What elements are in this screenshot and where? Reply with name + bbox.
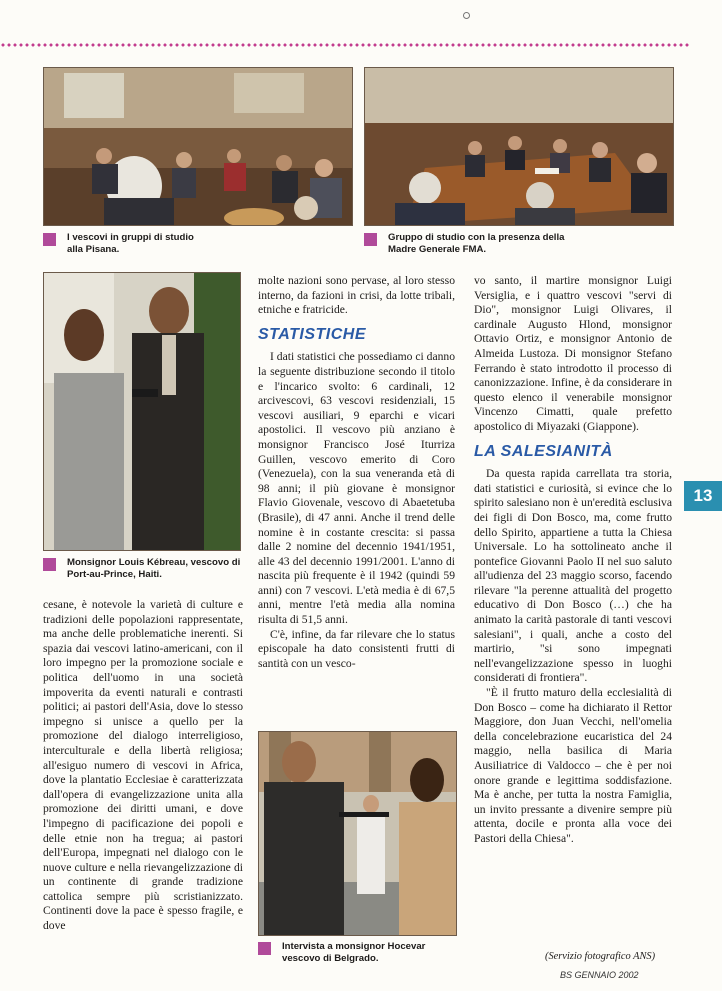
caption-marker xyxy=(364,233,377,246)
footer-issue: BS GENNAIO 2002 xyxy=(560,970,639,980)
section-heading: LA SALESIANITÀ xyxy=(474,442,613,460)
photo-study-group-pisana xyxy=(43,67,353,226)
caption-photo1 xyxy=(43,232,351,255)
caption-text: Intervista a monsignor Hocevar vescovo di Belgrado. xyxy=(282,941,426,964)
photo-credit xyxy=(545,951,655,962)
caption-photo2 xyxy=(364,232,672,255)
column-left xyxy=(43,598,243,934)
caption-text: Monsignor Louis Kébreau, vescovo di Port-au-Prince, Haiti. xyxy=(67,557,241,580)
dotted-rule xyxy=(0,43,690,47)
corner-mark xyxy=(463,12,470,19)
caption-photo4 xyxy=(258,941,458,964)
caption-text: I vescovi in gruppi di studio alla Pisana. xyxy=(67,232,194,255)
photo-study-group-fma xyxy=(364,67,674,226)
paragraph: Da questa rapida carrellata tra storia, dati statistici e curiosità, si evince che lo spirito salesiano non è un'eredità esclusiva dei figli di Don Bosco, ma, come frutto dello Spirito, appartiene a tutta la Chiesa Universale. Lo ha sottolineato anche il pontefice Giovanni Paolo II nel suo saluto all'udienza del 23 maggio scorso, facendo rilevare "la perenne attualità del progetto educativo di Don Bosco (…) che ha animato la carità pastorale di tanti vescovi salesiani", i quali, anche a costo del martirio, "si sono impegnati nell'evangelizzazione spesso in luoghi considerati di frontiera". xyxy=(474,467,672,685)
paragraph: vo santo, il martire monsignor Luigi Versiglia, e i quattro vescovi "servi di Dio", monsignor Luigi Olivares, il cardinale Augusto Hlond, monsignor Ottavio Ortiz, e monsignor Antonio de Almeida Lustoza. Di monsignor Stefano Ferrando è stato introdotto il processo di canonizzazione. Infine, è da considerare in questo elenco il venerabile monsignor Vincenzo Cimatti, quale prefetto apostolico di Miyazaki (Giappone). xyxy=(474,274,672,433)
photo-mons-hocevar xyxy=(258,731,457,936)
column-right xyxy=(474,274,672,847)
caption-photo3 xyxy=(43,557,243,580)
paragraph: molte nazioni sono pervase, al loro stesso interno, da fazioni in crisi, da lotte tribali, etniche e fratricide. xyxy=(258,274,455,317)
credit-text: (Servizio fotografico ANS) xyxy=(545,951,656,962)
paragraph: C'è, infine, da far rilevare che lo status episcopale ha dato consistenti frutti di santità con un vesco- xyxy=(258,627,455,670)
section-heading: STATISTICHE xyxy=(258,325,367,343)
column-middle xyxy=(258,274,455,671)
caption-marker xyxy=(43,233,56,246)
caption-marker xyxy=(258,942,271,955)
caption-text: Gruppo di studio con la presenza della Madre Generale FMA. xyxy=(388,232,565,255)
caption-marker xyxy=(43,558,56,571)
photo-mons-kebreau xyxy=(43,272,241,551)
paragraph: cesane, è notevole la varietà di culture e tradizioni delle popolazioni rappresentate, ma anche delle problematiche inerenti. Si spazia dai vescovi latino-americani, con il loro impegno per la promozione sociale e politica dell'uomo in una società impoverita da eventi naturali e contrasti politici; ai pastori dell'Asia, dove lo stesso impegno si unisce a quello per la promozione del dialogo interreligioso, interculturale e della libertà religiosa; all'esiguo numero di vescovi in Africa, dove la plantatio Ecclesiae è caratterizzata dall'opera di evangelizzazione unita alla promozione dei diritti umani, e dove l'impegno di pacificazione dei popoli e delle etnie non ha tregua; ai pastori dell'Europa, impegnati nel dialogo con le nuove culture e nella rievangelizzazione di un continente di grande tradizione cattolica sempre più scristianizzato. Continenti dove la pace è spesso fragile, e dove xyxy=(43,598,243,933)
paragraph: "È il frutto maturo della ecclesialità di Don Bosco – come ha dichiarato il Rettor Maggiore, don Juan Vecchi, nell'omelia della concelebrazione eucaristica del 24 maggio, nella basilica di Maria Ausiliatrice di Valdocco – che è per noi onore grande e legittima soddisfazione. Ma è anche, per tutta la nostra Famiglia, un invito pressante a divenire sempre più attenta, docile e pronta alla voce dei Pastori della Chiesa". xyxy=(474,686,672,845)
paragraph: I dati statistici che possediamo ci danno la seguente distribuzione secondo il titolo e l'incarico svolto: 6 cardinali, 12 arcivescovi, 63 vescovi residenziali, 15 vescovi ausiliari, 9 eparchi e vicari apostolici. Il vescovo più anziano è monsignor Francisco José Iturriza Guillen, vescovo emerito di Coro (Venezuela), con la sua veneranda età di 98 anni; il più giovane è monsignor Flavio Giovenale, vescovo di Abaetetuba (Brasile), di 47 anni. Anche il trend delle nomine è in costante crescita: si passa dalle 2 nomine del decennio 1941/1951, alle 43 del decennio 1991/2001. L'anno di nascita più frequente è il 1942 (quindi 59 anni) con 7 vescovi. L'età media è di 67,5 anni, mentre l'età media alla nomina risulta di 51,5 anni. xyxy=(258,350,455,627)
page-number-tab: 13 xyxy=(684,481,722,511)
